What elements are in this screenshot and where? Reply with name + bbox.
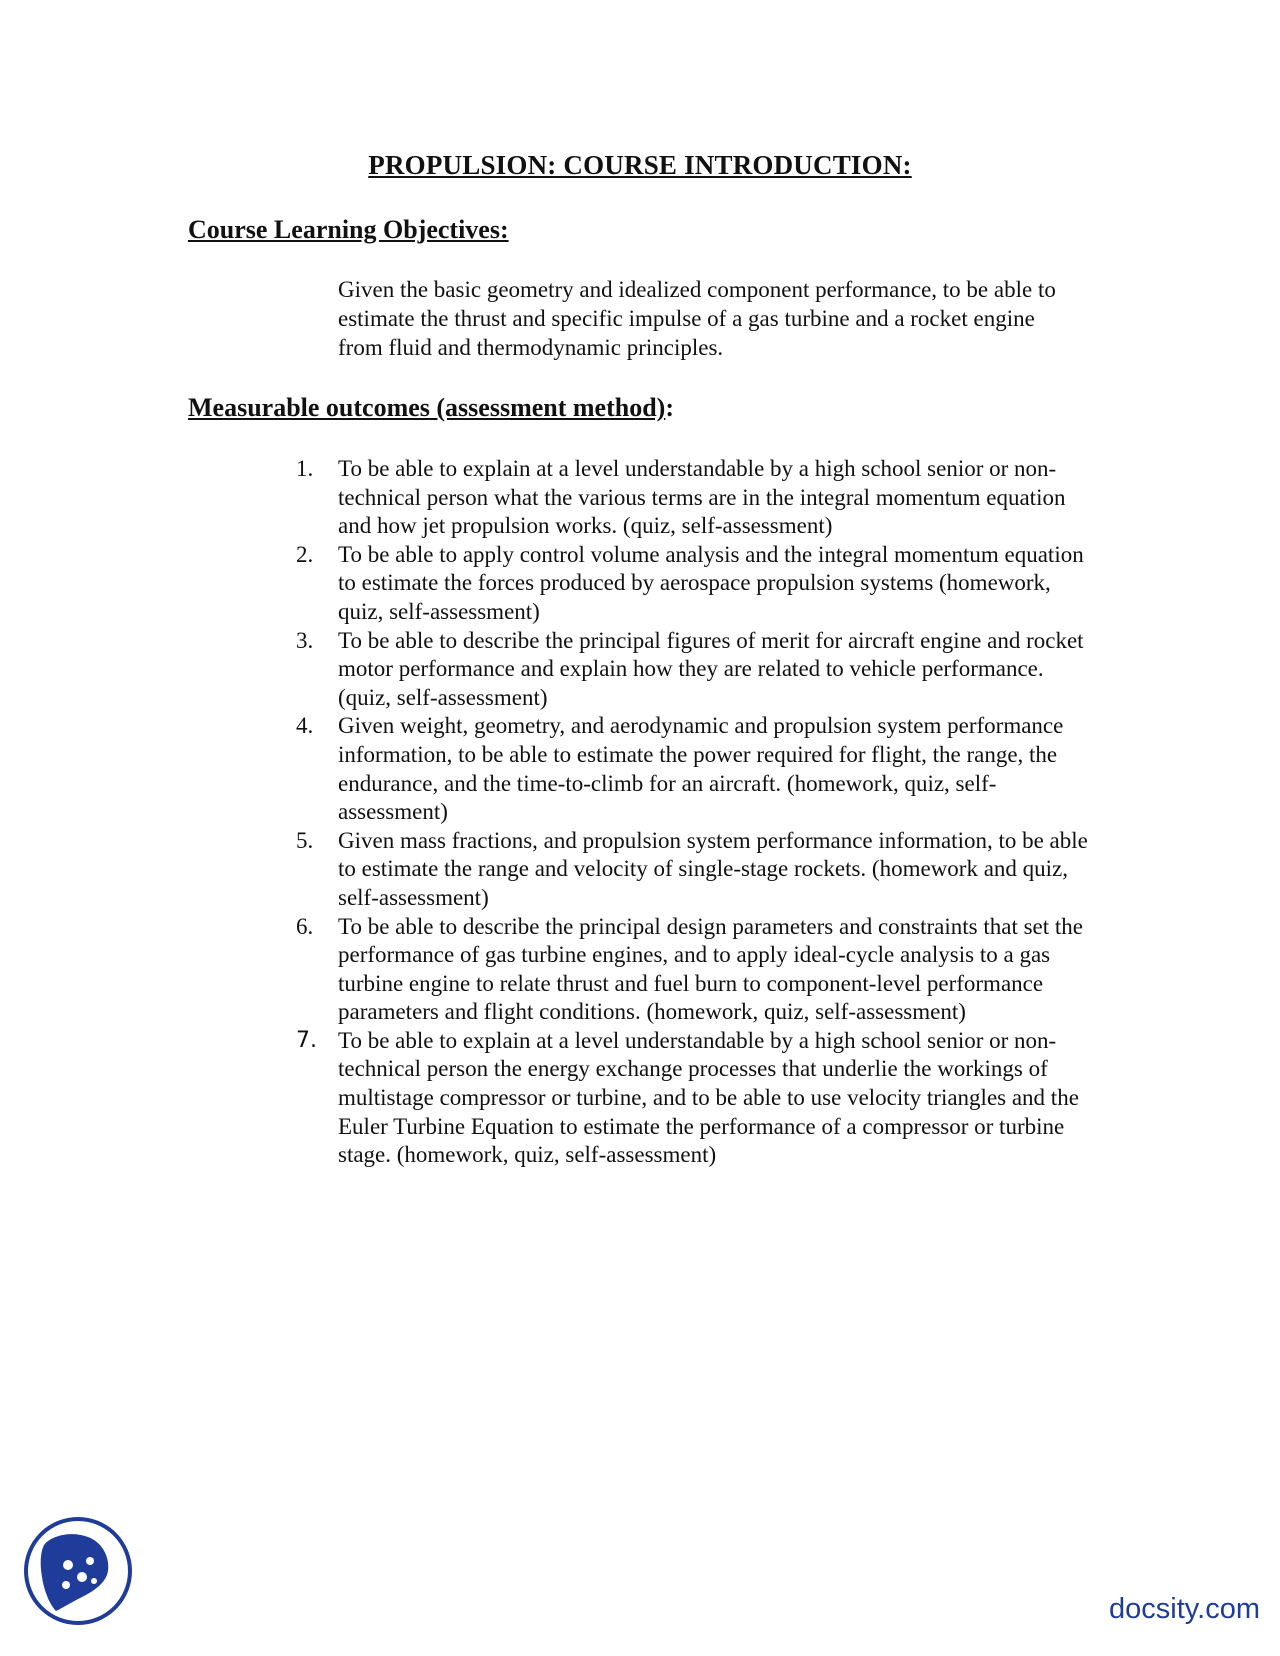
list-item (296, 913, 1096, 1027)
list-item-number: 4. (296, 713, 314, 739)
brand-link[interactable]: docsity.com (1109, 1593, 1260, 1625)
list-item (296, 541, 1096, 627)
list-item (296, 455, 1096, 541)
list-item-text: To be able to apply control volume analysis and the integral momentum equation to estimate the forces produced by aerospace propulsion systems (homework, quiz, self-assessment) (338, 541, 1084, 624)
list-item-number: 3. (296, 627, 314, 653)
objective-paragraph: Given the basic geometry and idealized component performance, to be able to estimate the thrust and specific impulse of a gas turbine and a rocket engine from fluid and thermodynamic principles. (338, 277, 1056, 360)
list-item-text: To be able to describe the principal design parameters and constraints that set the performance of gas turbine engines, and to apply ideal-cycle analysis to a gas turbine engine to relate thrust and fuel burn to component-level performance parameters and flight conditions. (homework, quiz, self-assessment) (338, 913, 1083, 1025)
list-item (296, 627, 1096, 713)
list-item-text: Given mass fractions, and propulsion system performance information, to be able to estimate the range and velocity of single-stage rockets. (homework and quiz, self-assessment) (338, 827, 1088, 910)
list-item-number: 5. (296, 827, 314, 853)
list-item-number: 1. (296, 456, 314, 481)
outcomes-heading-colon: : (665, 393, 674, 422)
list-item-text: Given weight, geometry, and aerodynamic and propulsion system performance information, to be able to estimate the power required for flight, the range, the endurance, and the time-to-climb for an aircraft. (homework, quiz, self-assessment) (338, 713, 1064, 825)
objectives-heading-text: Course Learning Objectives: (188, 215, 509, 244)
objectives-heading (188, 215, 509, 245)
list-item-text: To be able to describe the principal figures of merit for aircraft engine and rocket motor performance and explain how they are related to vehicle performance. (quiz, self-assessment) (338, 627, 1084, 710)
list-item-number: 6. (296, 913, 314, 939)
list-item (296, 1027, 1096, 1170)
docsity-logo-icon[interactable] (22, 1515, 134, 1627)
list-item-number: 7. (296, 1027, 317, 1053)
page-title: PROPULSION: COURSE INTRODUCTION: (368, 150, 912, 180)
list-item (296, 827, 1096, 913)
outcomes-heading (188, 393, 674, 423)
list-item (296, 712, 1096, 826)
docsity-logo-icon-svg (22, 1515, 134, 1627)
list-item-number: 2. (296, 541, 314, 567)
outcomes-heading-text: Measurable outcomes (assessment method) (188, 393, 666, 422)
list-item-text: To be able to explain at a level understandable by a high school senior or non-technical person the energy exchange processes that underlie the workings of multistage compressor or turbine, and to be able to use velocity triangles and the Euler Turbine Equation to estimate the performance of a compressor or turbine stage. (homework, quiz, self-assessment) (338, 1027, 1079, 1168)
outcomes-list (296, 455, 1096, 1170)
list-item-text: To be able to explain at a level understandable by a high school senior or non-technical person what the various terms are in the integral momentum equation and how jet propulsion works. (quiz, self-assessment) (338, 456, 1066, 539)
